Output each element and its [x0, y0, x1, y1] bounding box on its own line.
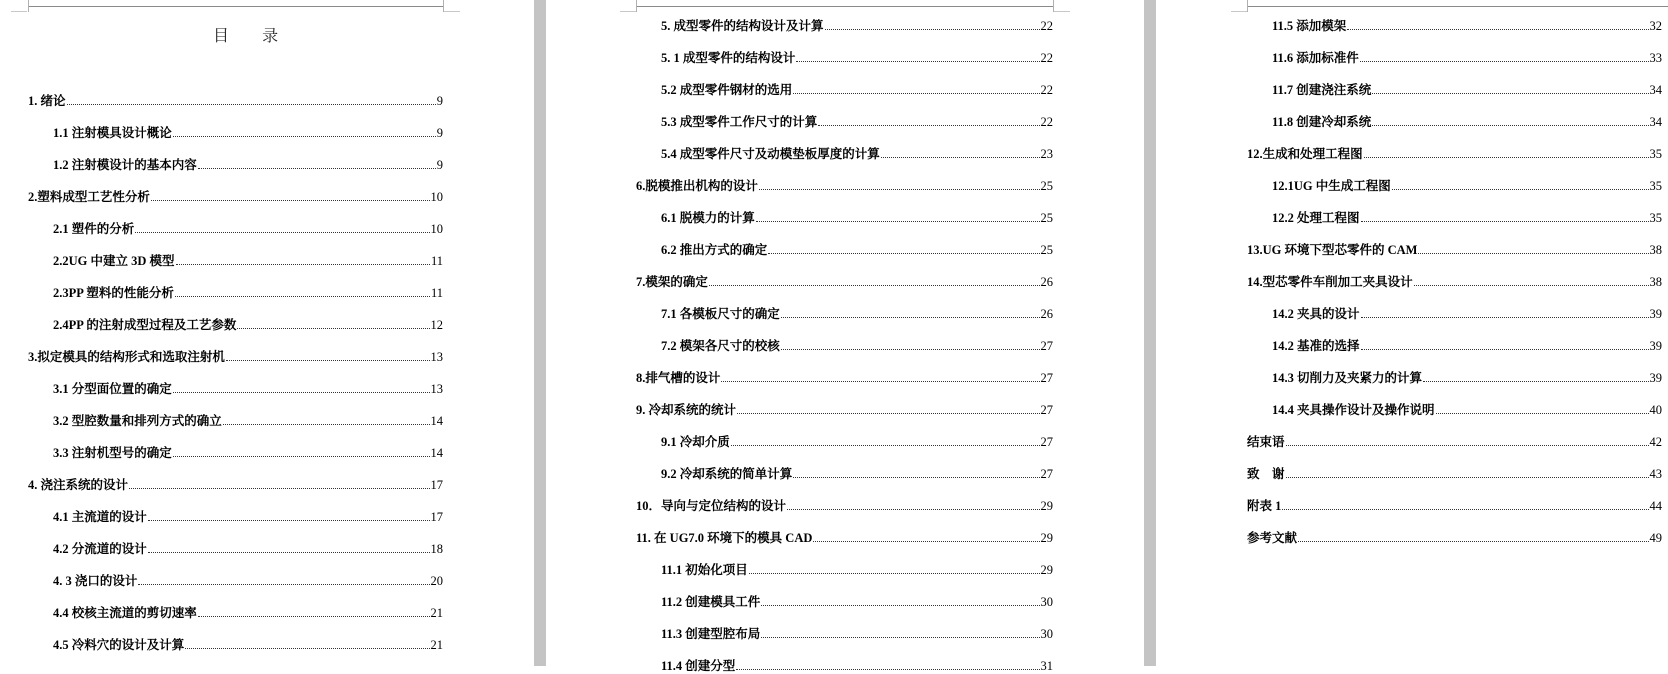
toc-entry-label: 5. 成型零件的结构设计及计算 — [661, 19, 824, 33]
toc-entry[interactable] — [1272, 50, 1662, 66]
toc-dot-leader — [759, 189, 1040, 190]
toc-entry-label: 4.5 冷料穴的设计及计算 — [53, 638, 185, 652]
toc-entry-page-number: 40 — [1649, 403, 1662, 417]
header-margin-line — [28, 6, 443, 7]
toc-entry-page-number: 38 — [1649, 275, 1662, 289]
toc-entry[interactable] — [661, 82, 1053, 98]
toc-entry[interactable] — [53, 317, 443, 333]
toc-entry-page-number: 29 — [1040, 531, 1053, 545]
toc-entry-page-number: 34 — [1649, 83, 1662, 97]
toc-dot-leader — [176, 264, 430, 265]
toc-dot-leader — [1372, 93, 1648, 94]
toc-entry-page-number: 22 — [1040, 51, 1053, 65]
toc-entry-label: 6.2 推出方式的确定 — [661, 243, 768, 257]
toc-dot-leader — [148, 520, 430, 521]
toc-entry-page-number: 10 — [430, 222, 443, 236]
toc-entry-label: 14.4 夹具操作设计及操作说明 — [1272, 403, 1435, 417]
toc-entry[interactable] — [53, 509, 443, 525]
toc-entry-page-number: 49 — [1649, 531, 1662, 545]
toc-entry-page-number: 9 — [436, 94, 443, 108]
toc-dot-leader — [198, 168, 436, 169]
toc-dot-leader — [1436, 413, 1649, 414]
toc-entry-label: 5.2 成型零件钢材的选用 — [661, 83, 793, 97]
margin-corner-mark — [1054, 11, 1070, 12]
toc-dot-leader — [813, 541, 1039, 542]
toc-entry[interactable] — [1272, 338, 1662, 354]
document-page-1 — [0, 0, 534, 666]
toc-entry[interactable] — [661, 146, 1053, 162]
toc-entry-label: 7.2 模架各尺寸的校核 — [661, 339, 780, 353]
toc-entry-label: 12.1UG 中生成工程图 — [1272, 179, 1391, 193]
toc-entry-label: 5. 1 成型零件的结构设计 — [661, 51, 796, 65]
toc-entry-page-number: 11 — [430, 254, 443, 268]
toc-entry-page-number: 43 — [1649, 467, 1662, 481]
toc-entry-label: 11.5 添加模架 — [1272, 19, 1347, 33]
toc-entry-label: 7.1 各模板尺寸的确定 — [661, 307, 780, 321]
toc-dot-leader — [793, 93, 1039, 94]
toc-dot-leader — [761, 637, 1039, 638]
toc-entry[interactable] — [661, 562, 1053, 578]
toc-entry-label: 附表 1 — [1247, 499, 1282, 513]
toc-entry[interactable] — [53, 381, 443, 397]
toc-dot-leader — [173, 392, 430, 393]
margin-corner-mark — [28, 0, 29, 12]
toc-entry-page-number: 10 — [430, 190, 443, 204]
toc-entry-label: 1. 绪论 — [28, 94, 66, 108]
margin-corner-mark — [1231, 11, 1247, 12]
toc-dot-leader — [138, 584, 429, 585]
toc-entry[interactable] — [1272, 402, 1662, 418]
toc-entry-label: 4. 3 浇口的设计 — [53, 574, 138, 588]
toc-entry[interactable] — [53, 285, 443, 301]
toc-entry[interactable] — [53, 445, 443, 461]
toc-dot-leader — [818, 125, 1039, 126]
margin-corner-mark — [620, 11, 636, 12]
toc-entry-page-number: 13 — [430, 350, 443, 364]
toc-entry-page-number: 26 — [1040, 307, 1053, 321]
toc-entry[interactable] — [28, 189, 443, 205]
toc-dot-leader — [1360, 61, 1649, 62]
toc-dot-leader — [1361, 221, 1649, 222]
toc-entry[interactable] — [1272, 82, 1662, 98]
toc-entry[interactable] — [661, 466, 1053, 482]
toc-entry-label: 1.2 注射模设计的基本内容 — [53, 158, 197, 172]
toc-entry[interactable] — [661, 50, 1053, 66]
toc-dot-leader — [736, 669, 1039, 670]
toc-entry-page-number: 13 — [430, 382, 443, 396]
toc-entry-label: 3.拟定模具的结构形式和选取注射机 — [28, 350, 225, 364]
toc-entry-page-number: 27 — [1040, 371, 1053, 385]
toc-dot-leader — [1298, 541, 1648, 542]
toc-dot-leader — [135, 232, 429, 233]
toc-entry-label: 结束语 — [1247, 435, 1285, 449]
toc-entry-label: 6.脱模推出机构的设计 — [636, 179, 758, 193]
toc-dot-leader — [175, 296, 430, 297]
toc-dot-leader — [793, 477, 1039, 478]
toc-entry[interactable] — [28, 477, 443, 493]
toc-entry-label: 10．导向与定位结构的设计 — [636, 499, 787, 513]
toc-entry-page-number: 22 — [1040, 19, 1053, 33]
toc-dot-leader — [1414, 285, 1649, 286]
toc-entry[interactable] — [661, 210, 1053, 226]
toc-entry-label: 13.UG 环境下型芯零件的 CAM — [1247, 243, 1418, 257]
toc-entry[interactable] — [53, 157, 443, 173]
toc-entry[interactable] — [53, 253, 443, 269]
toc-entry[interactable] — [636, 178, 1053, 194]
toc-entry[interactable] — [661, 306, 1053, 322]
toc-entry-page-number: 17 — [430, 510, 443, 524]
toc-entry-page-number: 34 — [1649, 115, 1662, 129]
toc-entry-page-number: 39 — [1649, 339, 1662, 353]
toc-entry-label: 11.2 创建模具工件 — [661, 595, 761, 609]
document-page-2 — [546, 0, 1144, 673]
toc-entry-label: 11.8 创建冷却系统 — [1272, 115, 1372, 129]
toc-entry-label: 2.1 塑件的分析 — [53, 222, 135, 236]
toc-dot-leader — [787, 509, 1039, 510]
toc-entry-page-number: 30 — [1040, 627, 1053, 641]
toc-dot-leader — [1418, 253, 1648, 254]
toc-entry-page-number: 30 — [1040, 595, 1053, 609]
toc-entry-label: 11.7 创建浇注系统 — [1272, 83, 1372, 97]
toc-entry-page-number: 27 — [1040, 467, 1053, 481]
toc-entry-label: 4.1 主流道的设计 — [53, 510, 147, 524]
toc-dot-leader — [226, 360, 430, 361]
toc-dot-leader — [1286, 477, 1649, 478]
toc-dot-leader — [761, 605, 1039, 606]
toc-entry[interactable] — [636, 274, 1053, 290]
toc-entry[interactable] — [1272, 18, 1662, 34]
toc-entry-label: 14.2 基准的选择 — [1272, 339, 1360, 353]
toc-dot-leader — [67, 104, 436, 105]
toc-entry[interactable] — [661, 594, 1053, 610]
toc-entry-label: 5.3 成型零件工作尺寸的计算 — [661, 115, 818, 129]
toc-entry-label: 4.4 校核主流道的剪切速率 — [53, 606, 197, 620]
toc-dot-leader — [768, 253, 1039, 254]
toc-entry-page-number: 38 — [1649, 243, 1662, 257]
toc-entry[interactable] — [661, 114, 1053, 130]
toc-entry-page-number: 26 — [1040, 275, 1053, 289]
margin-corner-mark — [11, 11, 27, 12]
toc-entry-page-number: 29 — [1040, 563, 1053, 577]
toc-entry-page-number: 27 — [1040, 435, 1053, 449]
toc-entry[interactable] — [1247, 242, 1662, 258]
toc-entry-page-number: 14 — [430, 446, 443, 460]
toc-dot-leader — [881, 157, 1040, 158]
toc-dot-leader — [709, 285, 1040, 286]
toc-entry[interactable] — [1272, 178, 1662, 194]
toc-entry[interactable] — [53, 637, 443, 653]
toc-entry[interactable] — [28, 349, 443, 365]
toc-entry[interactable] — [53, 413, 443, 429]
toc-entry-label: 2.2UG 中建立 3D 模型 — [53, 254, 175, 268]
toc-entry[interactable] — [1247, 146, 1662, 162]
toc-entry-page-number: 29 — [1040, 499, 1053, 513]
document-page-3 — [1156, 0, 1668, 666]
toc-entry-label: 2.3PP 塑料的性能分析 — [53, 286, 174, 300]
toc-dot-leader — [151, 200, 430, 201]
toc-entry-page-number: 31 — [1040, 659, 1053, 673]
margin-corner-mark — [1247, 0, 1248, 12]
toc-entry-label: 9. 冷却系统的统计 — [636, 403, 737, 417]
toc-entry-label: 2.塑料成型工艺性分析 — [28, 190, 150, 204]
toc-entry-page-number: 32 — [1649, 19, 1662, 33]
toc-dot-leader — [1282, 509, 1648, 510]
toc-title: 目 录 — [213, 26, 293, 45]
toc-entry-label: 4.2 分流道的设计 — [53, 542, 147, 556]
toc-entry-label: 11. 在 UG7.0 环境下的模具 CAD — [636, 531, 813, 545]
toc-entry-label: 1.1 注射模具设计概论 — [53, 126, 172, 140]
toc-entry-label: 3.3 注射机型号的确定 — [53, 446, 172, 460]
toc-entry-page-number: 25 — [1040, 211, 1053, 225]
toc-entry-label: 9.1 冷却介质 — [661, 435, 730, 449]
toc-dot-leader — [185, 648, 429, 649]
toc-entry-page-number: 18 — [430, 542, 443, 556]
toc-entry-label: 8.排气槽的设计 — [636, 371, 721, 385]
toc-dot-leader — [825, 29, 1040, 30]
toc-dot-leader — [721, 381, 1039, 382]
toc-entry-page-number: 17 — [430, 478, 443, 492]
toc-entry[interactable] — [53, 573, 443, 589]
toc-entry-label: 12.生成和处理工程图 — [1247, 147, 1363, 161]
toc-dot-leader — [173, 456, 430, 457]
header-margin-line — [1247, 6, 1668, 7]
toc-entry-page-number: 39 — [1649, 371, 1662, 385]
toc-entry-label: 5.4 成型零件尺寸及动模垫板厚度的计算 — [661, 147, 880, 161]
header-margin-line — [636, 6, 1053, 7]
toc-entry[interactable] — [661, 18, 1053, 34]
toc-entry[interactable] — [661, 434, 1053, 450]
toc-dot-leader — [129, 488, 429, 489]
toc-entry[interactable] — [636, 402, 1053, 418]
toc-dot-leader — [1286, 445, 1649, 446]
toc-dot-leader — [749, 573, 1040, 574]
toc-entry[interactable] — [661, 658, 1053, 674]
toc-entry-page-number: 35 — [1649, 179, 1662, 193]
toc-entry-page-number: 12 — [430, 318, 443, 332]
toc-entry-page-number: 23 — [1040, 147, 1053, 161]
margin-corner-mark — [636, 0, 637, 12]
toc-entry-page-number: 22 — [1040, 83, 1053, 97]
toc-entry[interactable] — [1272, 370, 1662, 386]
toc-entry-label: 6.1 脱模力的计算 — [661, 211, 755, 225]
toc-entry-page-number: 20 — [430, 574, 443, 588]
toc-entry[interactable] — [1272, 210, 1662, 226]
toc-entry-label: 12.2 处理工程图 — [1272, 211, 1360, 225]
toc-entry-page-number: 11 — [430, 286, 443, 300]
toc-entry[interactable] — [636, 498, 1053, 514]
toc-dot-leader — [731, 445, 1040, 446]
toc-entry-page-number: 21 — [430, 638, 443, 652]
toc-entry-page-number: 27 — [1040, 339, 1053, 353]
toc-dot-leader — [796, 61, 1039, 62]
toc-entry-label: 2.4PP 的注射成型过程及工艺参数 — [53, 318, 237, 332]
toc-entry[interactable] — [1247, 274, 1662, 290]
toc-entry-label: 致 谢 — [1247, 467, 1285, 481]
toc-entry-page-number: 25 — [1040, 179, 1053, 193]
toc-entry[interactable] — [636, 530, 1053, 546]
toc-dot-leader — [198, 616, 430, 617]
toc-entry-label: 11.6 添加标准件 — [1272, 51, 1359, 65]
toc-entry-page-number: 33 — [1649, 51, 1662, 65]
toc-entry-label: 9.2 冷却系统的简单计算 — [661, 467, 793, 481]
toc-entry[interactable] — [53, 221, 443, 237]
toc-dot-leader — [1361, 317, 1649, 318]
toc-entry-page-number: 21 — [430, 606, 443, 620]
toc-entry[interactable] — [1272, 306, 1662, 322]
toc-entry-label: 14.2 夹具的设计 — [1272, 307, 1360, 321]
toc-dot-leader — [1392, 189, 1649, 190]
toc-entry-page-number: 14 — [430, 414, 443, 428]
toc-dot-leader — [781, 349, 1040, 350]
toc-dot-leader — [1372, 125, 1648, 126]
page-gap-shadow — [534, 0, 546, 666]
toc-entry-page-number: 9 — [436, 126, 443, 140]
toc-entry-label: 11.4 创建分型 — [661, 659, 736, 673]
toc-entry[interactable] — [636, 370, 1053, 386]
toc-entry-page-number: 22 — [1040, 115, 1053, 129]
toc-entry-page-number: 25 — [1040, 243, 1053, 257]
toc-entry[interactable] — [1247, 434, 1662, 450]
toc-dot-leader — [1347, 29, 1648, 30]
toc-dot-leader — [223, 424, 430, 425]
toc-dot-leader — [148, 552, 430, 553]
toc-dot-leader — [173, 136, 436, 137]
toc-entry[interactable] — [1247, 530, 1662, 546]
toc-entry-label: 11.3 创建型腔布局 — [661, 627, 761, 641]
toc-entry-page-number: 35 — [1649, 147, 1662, 161]
toc-entry[interactable] — [53, 541, 443, 557]
toc-entry[interactable] — [1272, 114, 1662, 130]
toc-entry-label: 3.2 型腔数量和排列方式的确立 — [53, 414, 222, 428]
toc-entry-page-number: 27 — [1040, 403, 1053, 417]
toc-entry-page-number: 42 — [1649, 435, 1662, 449]
toc-entry-label: 4. 浇注系统的设计 — [28, 478, 129, 492]
toc-entry[interactable] — [661, 338, 1053, 354]
toc-entry[interactable] — [28, 93, 443, 109]
toc-entry-page-number: 9 — [436, 158, 443, 172]
toc-entry-page-number: 39 — [1649, 307, 1662, 321]
toc-entry-page-number: 35 — [1649, 211, 1662, 225]
toc-entry-label: 14.型芯零件车削加工夹具设计 — [1247, 275, 1413, 289]
toc-dot-leader — [237, 328, 429, 329]
toc-dot-leader — [756, 221, 1040, 222]
toc-dot-leader — [1423, 381, 1648, 382]
toc-entry[interactable] — [661, 242, 1053, 258]
toc-dot-leader — [781, 317, 1040, 318]
toc-entry-label: 参考文献 — [1247, 531, 1298, 545]
margin-corner-mark — [444, 11, 460, 12]
toc-dot-leader — [737, 413, 1039, 414]
toc-entry[interactable] — [1247, 498, 1662, 514]
toc-entry-page-number: 44 — [1649, 499, 1662, 513]
toc-entry-label: 3.1 分型面位置的确定 — [53, 382, 172, 396]
toc-entry[interactable] — [661, 626, 1053, 642]
toc-entry[interactable] — [1247, 466, 1662, 482]
toc-dot-leader — [1361, 349, 1649, 350]
page-gap-shadow — [1144, 0, 1156, 666]
toc-dot-leader — [1364, 157, 1649, 158]
toc-entry-label: 7.模架的确定 — [636, 275, 708, 289]
toc-entry-label: 14.3 切削力及夹紧力的计算 — [1272, 371, 1423, 385]
toc-entry-label: 11.1 初始化项目 — [661, 563, 748, 577]
toc-entry[interactable] — [53, 605, 443, 621]
toc-entry[interactable] — [53, 125, 443, 141]
